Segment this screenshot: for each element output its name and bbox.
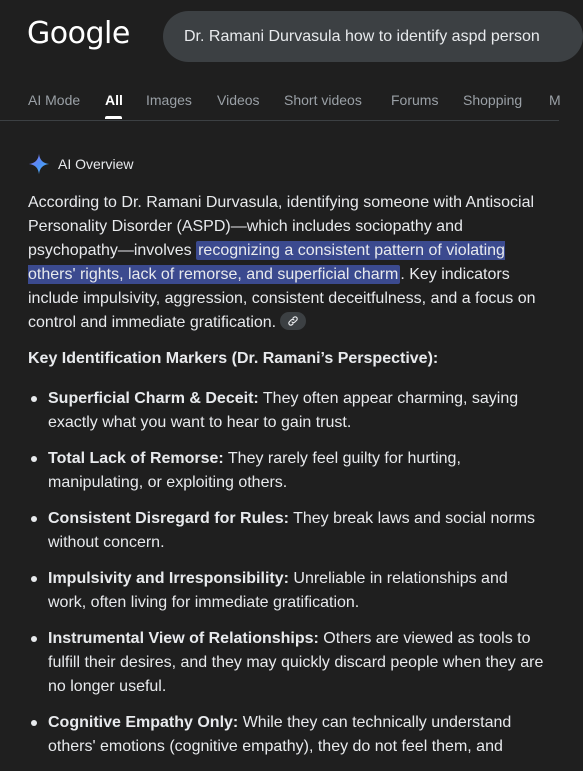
intro-paragraph [28,191,550,335]
search-query-text[interactable]: Dr. Ramani Durvasula how to identify aspd person [184,28,540,45]
bullet [31,456,37,462]
ai-overview-body [28,191,550,771]
tab-forums[interactable]: Forums [391,92,439,108]
marker-text: They break laws and social norms without concern. [48,510,535,551]
marker-text: While they can technically understand others' emotions (cognitive empathy), they do not feel them, and [48,714,512,755]
list-item [28,627,550,699]
marker-term: Superficial Charm & Deceit: [48,390,259,407]
ai-overview-header [28,152,133,176]
highlighted-text: recognizing a consistent pattern of violating others' rights, lack of remorse, and superficial charm [28,242,505,283]
link-icon [287,315,299,327]
ai-overview-title: AI Overview [58,156,134,172]
google-logo[interactable]: Google [27,16,130,51]
header [0,0,559,75]
marker-text: Unreliable in relationships and work, often living for immediate gratification. [48,570,508,611]
tab-images[interactable]: Images [146,92,192,108]
search-tabs [0,80,559,121]
list-item [28,711,550,759]
active-tab-indicator [105,116,122,119]
marker-term: Cognitive Empathy Only: [48,714,239,731]
gemini-sparkle-icon [28,153,50,175]
search-input[interactable] [163,11,583,62]
list-item [28,507,550,555]
bullet [31,720,37,726]
bullet [31,516,37,522]
section-title: Key Identification Markers (Dr. Ramani’s Perspective): [28,350,439,367]
bullet [31,396,37,402]
tab-videos[interactable]: Videos [217,92,260,108]
tab-shopping[interactable]: Shopping [463,92,523,108]
list-item [28,447,550,495]
marker-term: Total Lack of Remorse: [48,450,224,467]
tab-more[interactable]: M [549,92,561,108]
bullet [31,576,37,582]
intro-text-end: . Key indicators include impulsivity, aggression, consistent deceitfulness, and a focus on control and immediate gratification. [28,266,536,331]
list-item [28,567,550,615]
marker-term: Impulsivity and Irresponsibility: [48,570,289,587]
tab-short-videos[interactable]: Short videos [284,92,362,108]
marker-text: Others are viewed as tools to fulfill their desires, and they may quickly discard people when they are no longer useful. [48,630,544,695]
markers-list [28,387,550,759]
marker-text: They often appear charming, saying exactly what you want to hear to gain trust. [48,390,519,431]
marker-term: Consistent Disregard for Rules: [48,510,289,527]
intro-text: According to Dr. Ramani Durvasula, identifying someone with Antisocial Personality Disorder (ASPD)—which includes sociopathy and psychopathy—involves [28,194,535,259]
marker-term: Instrumental View of Relationships: [48,630,319,647]
source-link-button[interactable] [280,312,306,330]
list-item [28,387,550,435]
tab-ai-mode[interactable]: AI Mode [28,92,81,108]
bullet [31,636,37,642]
marker-text: They rarely feel guilty for hurting, manipulating, or exploiting others. [48,450,461,491]
tab-all[interactable]: All [105,92,123,108]
